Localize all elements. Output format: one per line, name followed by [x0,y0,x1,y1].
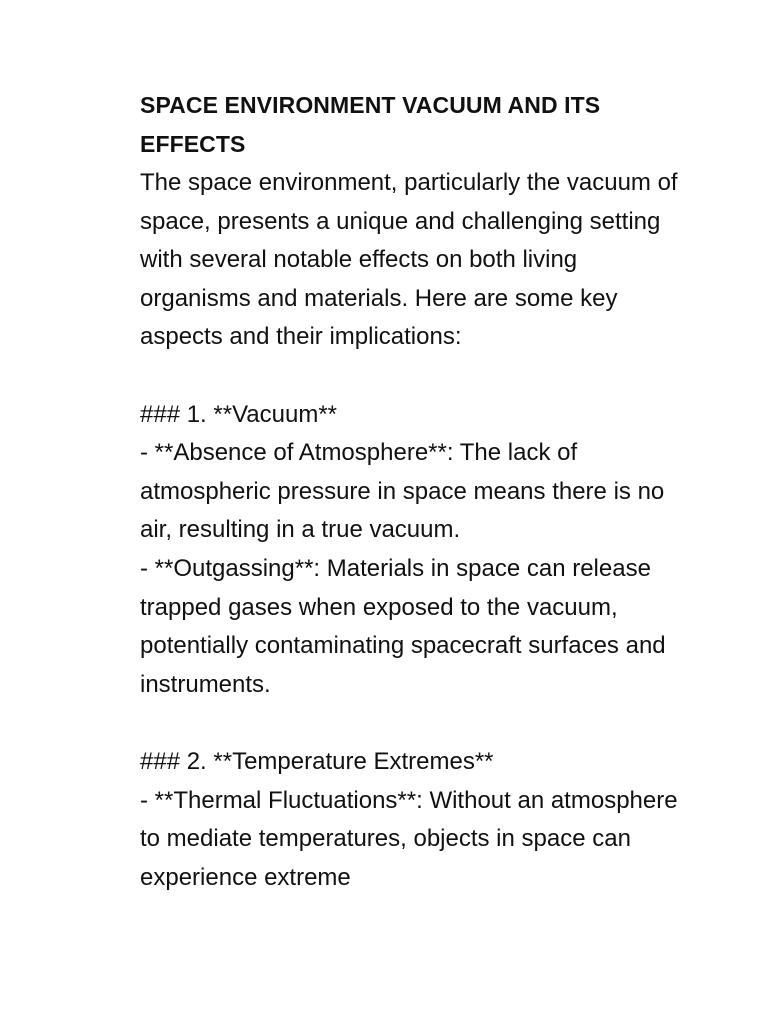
section-1-heading: ### 1. **Vacuum** [140,400,338,428]
document-title: SPACE ENVIRONMENT VACUUM AND ITS EFFECTS [140,92,601,157]
paragraph-spacer [140,704,680,743]
intro-paragraph: The space environment, particularly the vacuum of space, presents a unique and challenging setting with several notable effects on both living organisms and materials. Here are some key aspects and their implications: [140,169,678,351]
section-1-item-outgassing: - **Outgassing**: Materials in space can release trapped gases when exposed to the vacuum, potentially contaminating spacecraft surfaces and instruments. [140,554,666,698]
document-body [140,86,680,897]
section-2-item-thermal-fluctuations: - **Thermal Fluctuations**: Without an atmosphere to mediate temperatures, objects in space can experience extreme [140,786,678,891]
paragraph-spacer [140,357,680,396]
section-1-item-absence-of-atmosphere: - **Absence of Atmosphere**: The lack of atmospheric pressure in space means there is no air, resulting in a true vacuum. [140,439,665,544]
section-2-heading: ### 2. **Temperature Extremes** [140,747,494,775]
